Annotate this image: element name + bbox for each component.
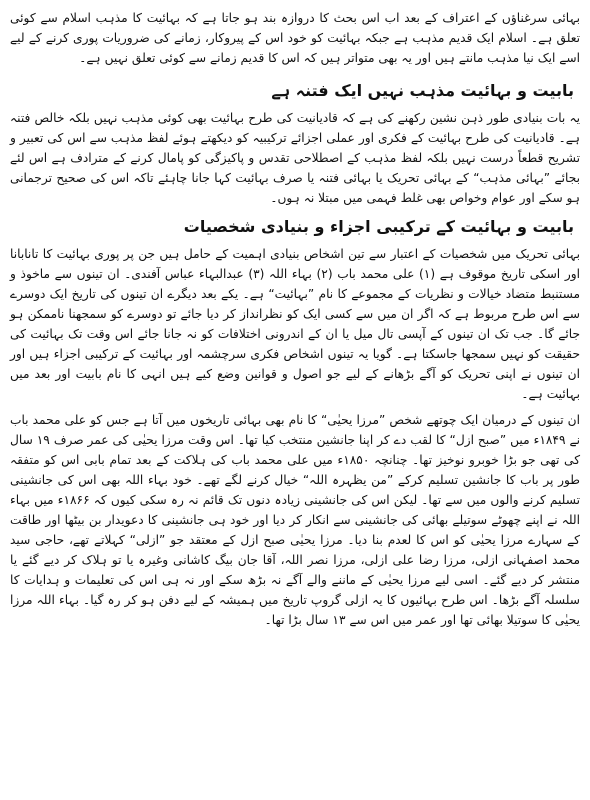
mirza-yahya-paragraph: ان تینوں کے درمیان ایک چوتھے شخص ”مرزا یحیٰی“ کا نام بھی بہائی تاریخوں میں آتا ہے جس کو علی محمد باب نے ۱۸۴۹ء میں ”صبح ازل“ کا لقب دے کر اپنا جانشین منتخب کیا تھا۔ اس وقت مرزا یحیٰی کی عمر صرف ۱۹ سال کی تھی جو بڑا خوبرو نوخیز تھا۔ چنانچہ ۱۸۵۰ء میں علی محمد باب کی ہلاکت کے بعد تمام بابی اس کو متفقہ طور پر باب کا جانشین تسلیم کرکے ”من یظہرہ اللہ“ خیال کرنے لگے تھے۔ خود بہاء اللہ بھی اس کی جانشینی تسلیم کرنے والوں میں سے تھا۔ لیکن اس کی جانشینی زیادہ دنوں تک قائم نہ رہ سکی کیوں کہ ۱۸۶۶ء میں بہاء اللہ نے اپنے چھوٹے سوتیلے بھائی کی جانشینی سے انکار کر دیا اور خود ہی جانشینی کا دعویدار بن بیٹھا اور طاقت کے سہارے مرزا یحیٰی کو اس کا لعدم بنا دیا۔ مرزا یحیٰی صبح ازل کے معتقد جو ”ازلی“ کہلاتے تھے، حاجی سید محمد اصفہانی ازلی، مرزا رضا علی ازلی، مرزا نصر اللہ، آقا جان بیگ کاشانی وغیرہ یا تو ہلاک کر دیے گئے یا منتشر کر دیے گئے۔ اسی لیے مرزا یحیٰی کے ماننے والے آگے نہ بڑھ سکے اور نہ ہی اس کی تعلیمات و ہدایات کا سلسلہ آگے بڑھا۔ اس طرح بہائیوں کا یہ ازلی گروپ تاریخ میں ہمیشہ کے لیے دفن ہو کر رہ گیا۔ بہاء اللہ مرزا یحیٰی کا سوتیلا بھائی تھا اور عمر میں اس سے ۱۳ سال بڑا تھا۔ — [10, 413, 581, 627]
document-page — [10, 6, 580, 796]
founders-paragraph: بہائی تحریک میں شخصیات کے اعتبار سے تین اشخاص بنیادی اہمیت کے حامل ہیں جن پر پوری بہائیت کا تانابانا اور اسکی تاریخ موقوف ہے (۱) علی محمد باب (۲) بہاء اللہ (۳) عبدالبہاء عباس آفندی۔ ان تینوں سے ماخوذ و مستنبط متضاد خیالات و نظریات کے مجموعے کا نام ”بہائیت“ ہے۔ یکے بعد دیگرے ان تینوں کی تاریخ ایک دوسرے سے اس طرح مربوط ہے کہ اگر ان میں سے کسی ایک کو نظرانداز کر دیا جائے تو دوسرے کو سمجھنا ناممکن ہو جائے گا۔ جب تک ان تینوں کے آپسی تال میل یا ان کے اندرونی اختلافات کو نہ جانا جائے اس وقت تک بہائیت کی حقیقت کو نہیں سمجھا جاسکتا ہے۔ گویا یہ تینوں اشخاص فکری سرچشمہ اور بہائیت کے ترکیبی اجزاء ہیں اور ان تینوں نے اپنی تحریک کو آگے بڑھانے کے لیے جو اصول و قوانین وضع کیے ہیں انہی کا نام بابیت اور بعد میں بہائیت ہے۔ — [10, 247, 580, 401]
fitna-paragraph: یہ بات بنیادی طور ذہن نشین رکھنے کی ہے کہ قادیانیت کی طرح بہائیت بھی کوئی مذہب نہیں بلکہ خالص فتنہ ہے۔ قادیانیت کی طرح بہائیت کے فکری اور عملی اجزائے ترکیبیہ کو دیکھتے ہوئے لفظ مذہب سے اس کی تعبیر و تشریح قطعاً درست نہیں بلکہ لفظ مذہب کے اصطلاحی تقدس و پاکیزگی کو پامال کرنے کے مترادف ہے اس لئے بجائے ”بہائی مذہب“ کے بہائی تحریک یا بہائی فتنہ یا صرف بہائیت کہا جانا چاہئے تاکہ اس کی صحیح ترجمانی ہو سکے اور عوام وخواص بھی غلط فہمی میں مبتلا نہ ہوں۔ — [10, 111, 580, 205]
section-heading-fitna: بابیت و بہائیت مذہب نہیں ایک فتنہ ہے — [271, 81, 574, 100]
section-heading-founders: بابیت و بہائیت کے ترکیبی اجزاء و بنیادی شخصیات — [183, 217, 574, 236]
intro-paragraph: بہائی سرغناؤں کے اعتراف کے بعد اب اس بحث کا دروازہ بند ہو جاتا ہے کہ بہائیت کا مذہب اسلام سے کوئی تعلق ہے۔ اسلام ایک قدیم مذہب ہے جبکہ بہائیت کو خود اس کے پیروکار، زمانے کی ضروریات پوری کرنے کے لیے اسے ایک نیا مذہب مانتے ہیں اور یہ بھی متواتر ہیں کہ اس کا قدیم زمانے سے کوئی تعلق نہیں ہے۔ — [10, 11, 580, 65]
